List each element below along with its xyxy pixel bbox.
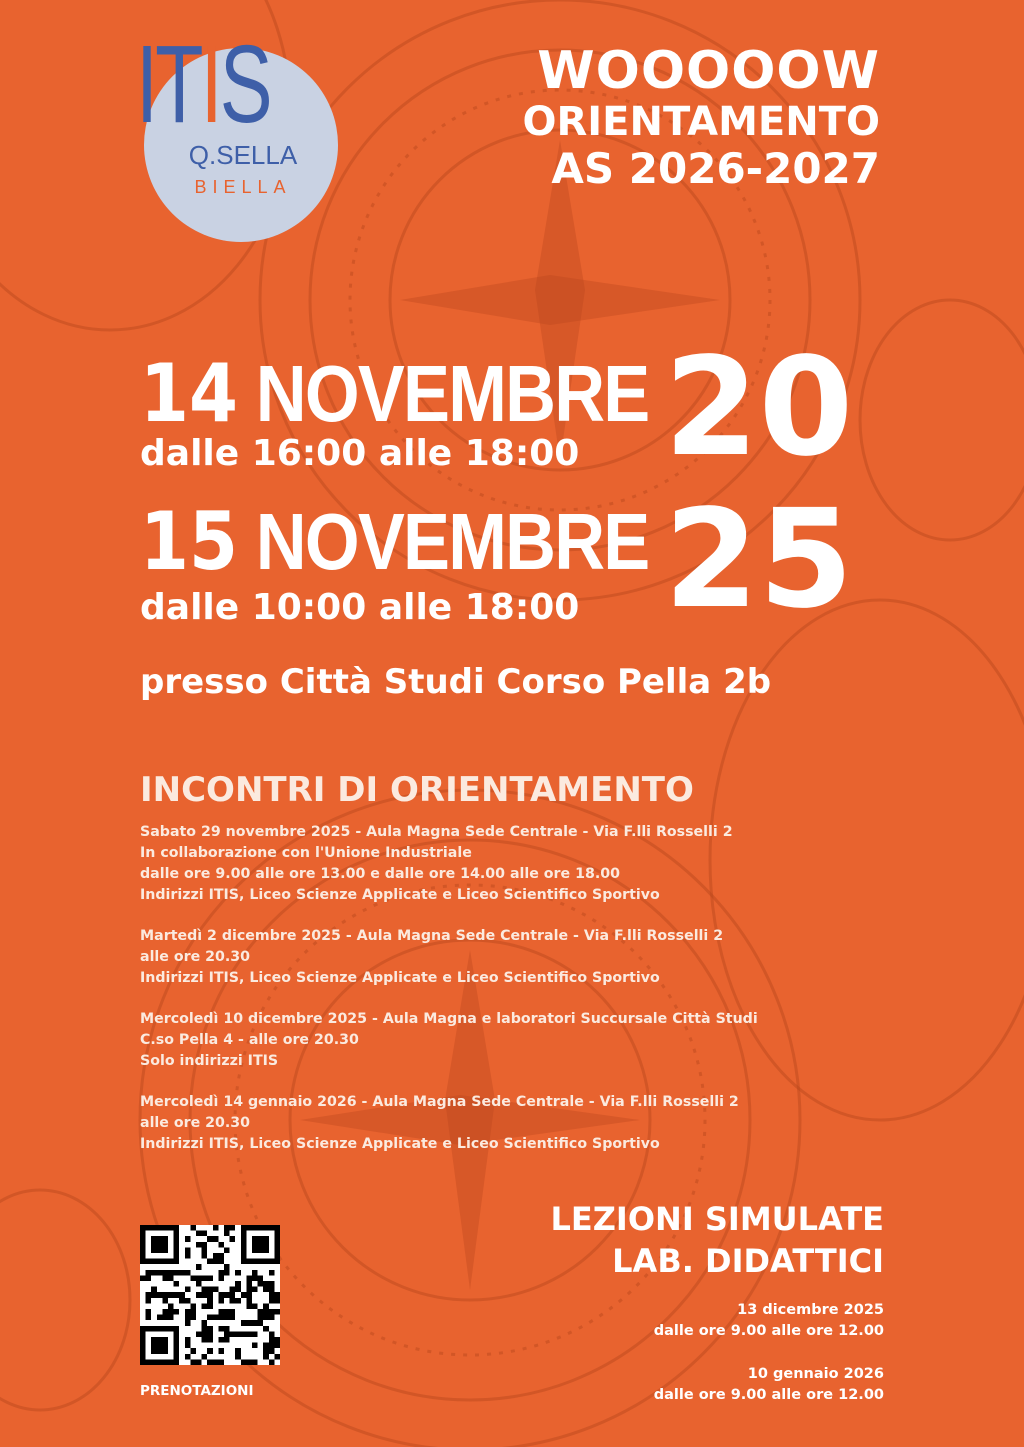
year-part-1: 20: [664, 329, 854, 487]
poster-title: [522, 42, 880, 192]
title-line-2: ORIENTAMENTO: [522, 99, 880, 146]
open-day-2-date: 15 NOVEMBRE: [140, 495, 649, 588]
incontri-list: [140, 822, 900, 1175]
school-logo-text: ITIS: [136, 23, 270, 146]
qr-label: PRENOTAZIONI: [140, 1383, 254, 1399]
qr-code-icon[interactable]: [140, 1225, 280, 1365]
incontri-heading: INCONTRI DI ORIENTAMENTO: [140, 770, 694, 810]
lezione-session: 10 gennaio 2026 dalle ore 9.00 alle ore 12.00: [653, 1366, 884, 1403]
incontro-item: Mercoledì 14 gennaio 2026 - Aula Magna Sede Centrale - Via F.lli Rosselli 2 alle ore 20.30 Indirizzi ITIS, Liceo Scienze Applicate e Liceo Scientifico Sportivo: [140, 1094, 739, 1152]
incontro-item: Mercoledì 10 dicembre 2025 - Aula Magna e laboratori Succursale Città Studi C.so Pella 4 - alle ore 20.30 Solo indirizzi ITIS: [140, 1011, 758, 1069]
incontro-item: Sabato 29 novembre 2025 - Aula Magna Sede Centrale - Via F.lli Rosselli 2 In collaborazione con l'Unione Industriale dalle ore 9.00 alle ore 13.00 e dalle ore 14.00 alle ore 18.00 Indirizzi ITIS, Liceo Scienze Applicate e Liceo Scientifico Sportivo: [140, 824, 733, 903]
logo-city: BIELLA: [194, 177, 292, 197]
logo-school-name: Q.SELLA: [188, 140, 298, 170]
year-part-2: 25: [664, 481, 854, 639]
title-line-3: AS 2026-2027: [551, 144, 880, 194]
lezioni-heading-1: LEZIONI SIMULATE: [550, 1200, 884, 1238]
title-line-1: WOOOOOW: [537, 41, 880, 101]
open-day-1-date: 14 NOVEMBRE: [140, 347, 649, 440]
open-day-1-time: dalle 16:00 alle 18:00: [140, 433, 580, 474]
incontro-item: Martedì 2 dicembre 2025 - Aula Magna Sede Centrale - Via F.lli Rosselli 2 alle ore 20.30 Indirizzi ITIS, Liceo Scienze Applicate e Liceo Scientifico Sportivo: [140, 928, 724, 986]
open-day-2-time: dalle 10:00 alle 18:00: [140, 587, 580, 628]
lezione-session: 13 dicembre 2025 dalle ore 9.00 alle ore 12.00: [653, 1302, 884, 1339]
event-location: presso Città Studi Corso Pella 2b: [140, 662, 772, 702]
lezioni-section: [550, 1198, 884, 1428]
lezioni-heading-2: LAB. DIDATTICI: [612, 1242, 884, 1280]
